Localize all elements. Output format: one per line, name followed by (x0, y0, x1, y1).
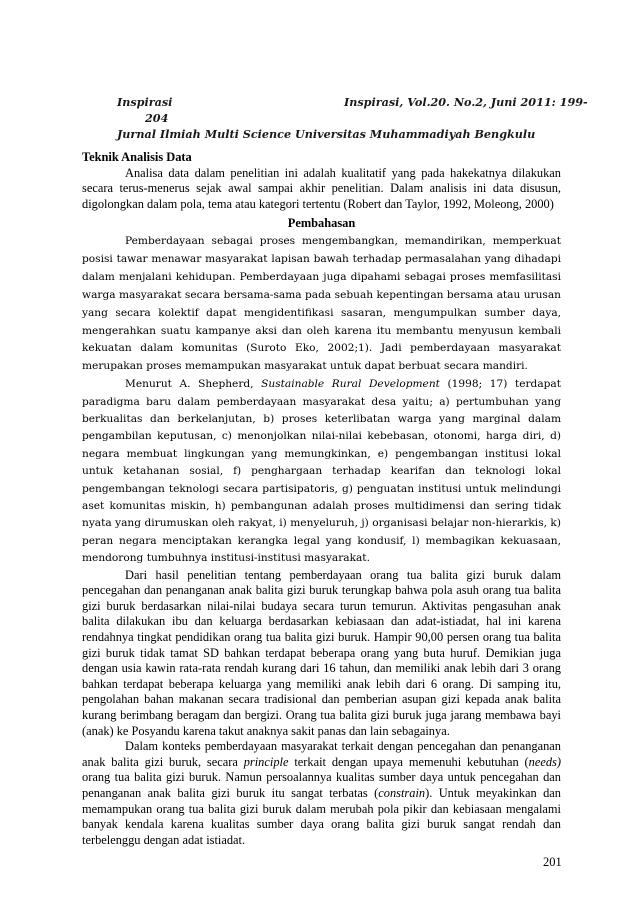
paragraph-shepherd-rest: (1998; 17) terdapat paradigma baru dalam pemberdayaan masyarakat desa yaitu; a) pertumbuhan yang berkualitas dan berkelanjutan, b) proses keterlibatan warga yang marginal dalam pengambilan keputusan, c) menonjolkan nilai-nilai kebebasan, otonomi, harga diri, d) negara membuat lingkungan yang memungkinkan, e) pengembangan institusi lokal untuk ketahanan sosial, f) penghargaan terhadap kearifan dan teknologi lokal pengembangan teknologi secara partisipatoris, g) penguatan institusi untuk melindungi aset komunitas miskin, h) pembangunan adalah proses multidimensi dan sering tidak nyata yang dirumuskan oleh rakyat, i) menyeluruh, j) organisasi belajar non-hierarkis, k) peran negara menciptakan kerangka legal yang kondusif, l) membagikan kekuasaan, mendorong tumbuhnya institusi-institusi masyarakat. (82, 378, 561, 565)
paragraph-shepherd (82, 376, 561, 567)
konteks-part-d: ). Untuk meyakinkan dan memampukan orang tua balita gizi buruk dalam merubah pola pikir dan kebiasaan mengalami banyak kendala karena kualitas sumber daya orang balita gizi buruk sangat rendah dan terbelenggu dengan adat istiadat. (82, 786, 561, 847)
header-journal-full: Jurnal Ilmiah Multi Science Universitas Muhammadiyah Bengkulu (117, 127, 536, 141)
paragraph-shepherd-intro: Menurut A. Shepherd, (125, 378, 262, 391)
document-body (82, 150, 561, 848)
paragraph-pemberdayaan: Pemberdayaan sebagai proses mengembangkan, memandirikan, memperkuat posisi tawar menawar masyarakat lapisan bawah terhadap permasalahan yang dihadapi dalam menjalani kehidupan. Pemberdayaan juga dipahami sebagai proses memfasilitasi warga masyarakat secara bersama-sama pada sebuah kepentingan bersama atau urusan yang secara kolektif dapat mengidentifikasi sasaran, mengumpulkan sumber daya, mengerahkan suatu kampanye aksi dan oleh karena itu membantu menyusun kembali kekuatan dalam komunitas (Suroto Eko, 2002;1). Jadi pemberdayaan masyarakat merupakan proses memampukan masyarakat untuk dapat berbuat secara mandiri. (82, 234, 561, 373)
page-number: 201 (543, 855, 562, 869)
paragraph-teknik: Analisa data dalam penelitian ini adalah kualitatif yang pada hakekatnya dilakukan secara terus-menerus sejak awal sampai akhir penelitian. Dalam analisis ini data disusun, digolongkan dalam pola, tema atau kategori tertentu (Robert dan Taylor, 1992, Moleong, 2000) (82, 165, 561, 211)
konteks-part-b: terkait dengan upaya memenuhi kebutuhan ( (288, 754, 529, 769)
section-title-teknik: Teknik Analisis Data (82, 150, 192, 164)
book-title-italic: Sustainable Rural Development (261, 378, 440, 391)
term-needs: needs) (528, 754, 561, 769)
header-journal-short: Inspirasi (117, 95, 173, 109)
konteks-part-a: Dalam konteks pemberdayaan masyarakat terkait dengan pencegahan dan penanganan anak balita gizi buruk, secara (82, 739, 561, 769)
header-page-range-end: 204 (145, 111, 169, 125)
term-constrain: constrain (378, 786, 426, 800)
konteks-part-c: orang tua balita gizi buruk. Namun persoalannya kualitas sumber daya untuk pencegahan dan penanganan anak balita gizi buruk itu sangat terbatas ( (82, 770, 561, 800)
header-citation: Inspirasi, Vol.20. No.2, Juni 2011: 199- (344, 95, 588, 109)
paragraph-konteks (82, 739, 561, 848)
term-principle: principle (243, 754, 289, 769)
paragraph-hasil-penelitian: Dari hasil penelitian tentang pemberdayaan orang tua balita gizi buruk dalam pencegahan dan penanganan anak balita gizi buruk terungkap bahwa pola asuh orang tua balita gizi buruk berdasarkan nilai-nilai budaya secara turun temurun. Aktivitas pengasuhan anak balita dilakukan ibu dan keluarga berdasarkan kebiasaan dan adat-istiadat, hal ini karena rendahnya tingkat pendidikan orang tua balita gizi buruk. Hampir 90,00 persen orang tua balita gizi buruk tidak tamat SD bahkan terdapat beberapa orang yang buta huruf. Demikian juga dengan usia kawin rata-rata rendah kurang dari 16 tahun, dan memiliki anak lebih dari 3 orang bahkan terdapat beberapa keluarga yang memiliki anak lebih dari 6 orang. Di samping itu, pengolahan bahan makanan secara tradisional dan pemberian asupan gizi kepada anak balita kurang berimbang beragam dan bergizi. Orang tua balita gizi buruk juga jarang membawa bayi (anak) ke Posyandu karena takut anaknya sakit panas dan lain sebagainya. (82, 567, 561, 738)
section-title-pembahasan: Pembahasan (287, 216, 356, 231)
